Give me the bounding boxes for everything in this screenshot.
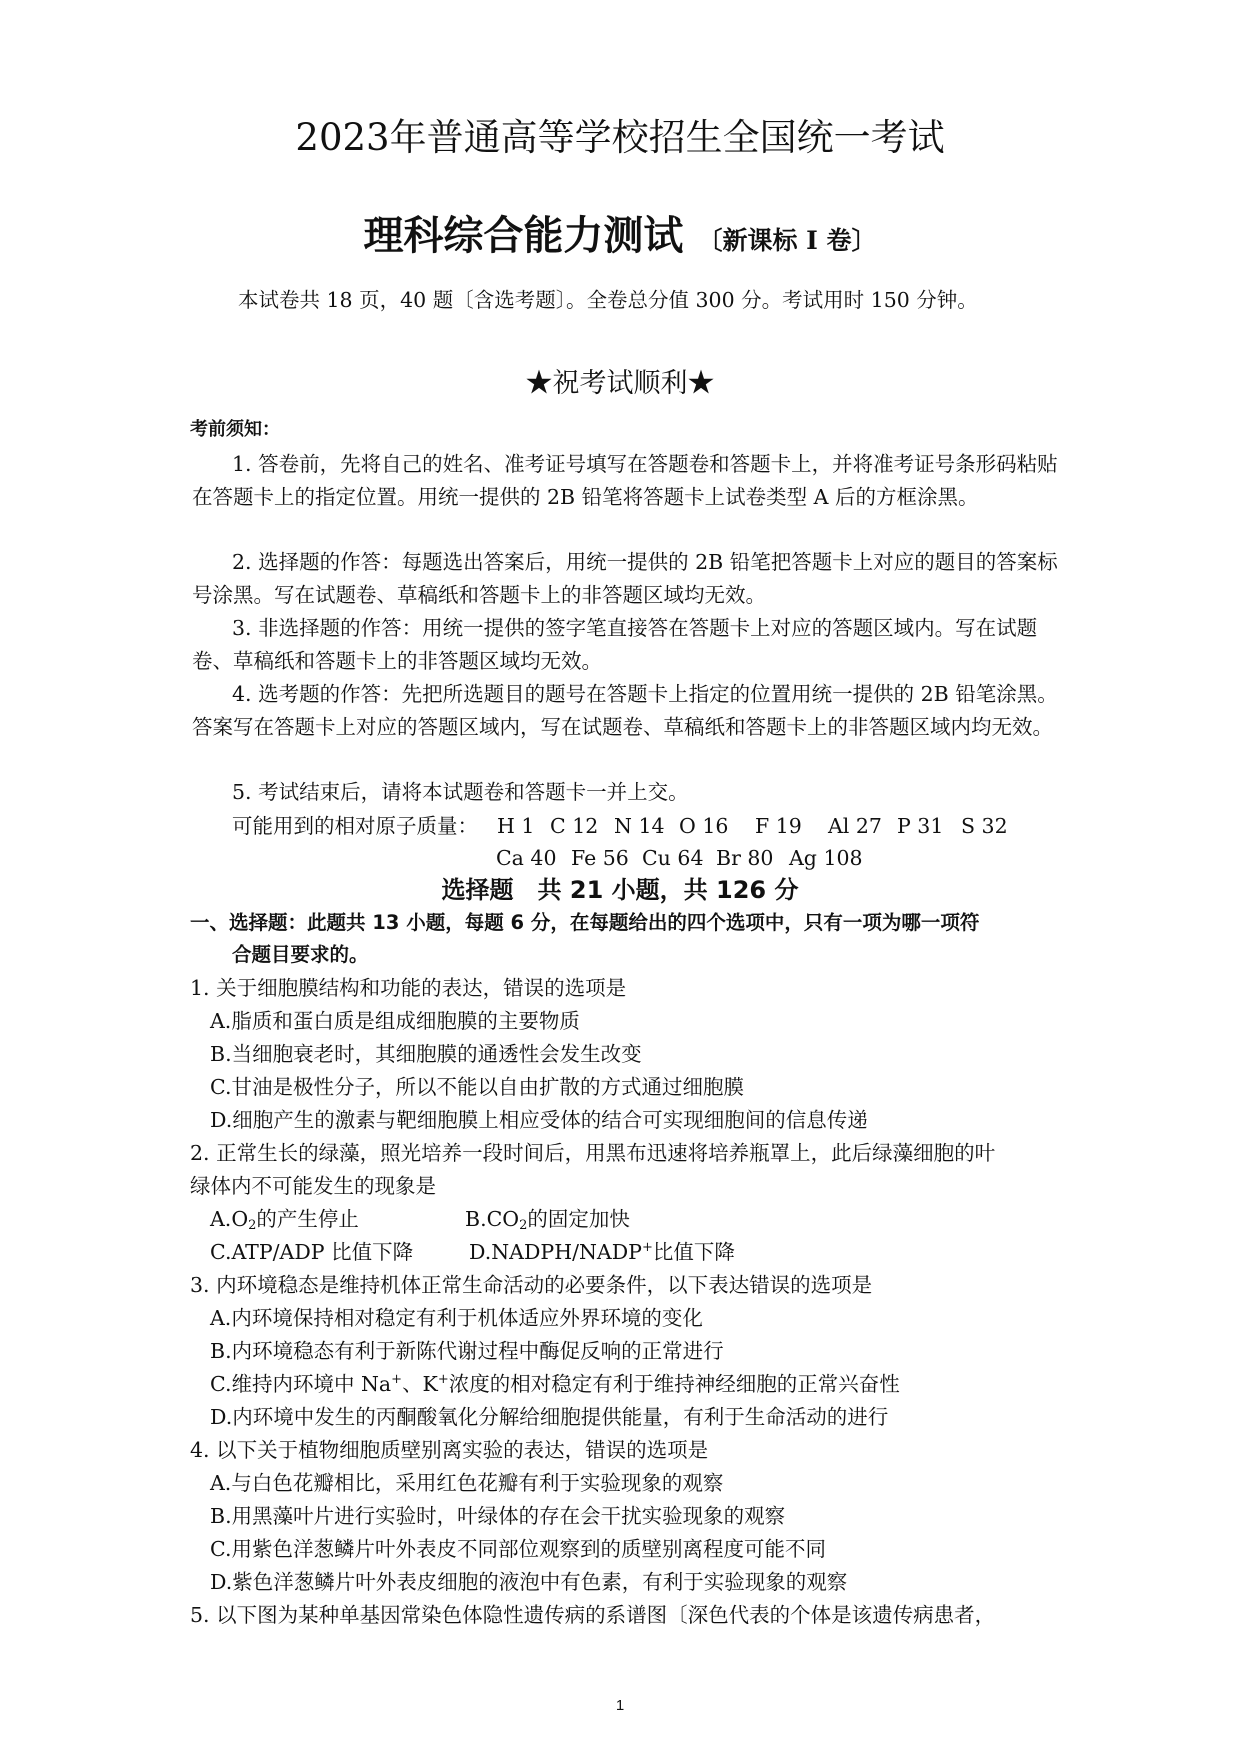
notice-heading: 考前须知： <box>190 419 280 440</box>
atomic-mass-ca: Ca 40 <box>496 846 557 870</box>
exam-intro: 本试卷共 18 页，40 题〔含选考题〕。全卷总分值 300 分。考试用时 150 分钟。 <box>238 288 978 312</box>
atomic-mass-p: P 31 <box>897 814 944 838</box>
question-2-stem-line-2: 绿体内不可能发生的现象是 <box>190 1174 436 1198</box>
section-heading: 选择题 共 21 小题，共 126 分 <box>441 876 799 904</box>
question-5-stem: 5. 以下图为某种单基因常染色体隐性遗传病的系谱图〔深色代表的个体是该遗传病患者， <box>190 1603 996 1627</box>
question-4-stem: 4. 以下关于植物细胞质壁别离实验的表达，错误的选项是 <box>190 1438 709 1462</box>
question-1-option-d: D.细胞产生的激素与靶细胞膜上相应受体的结合可实现细胞间的信息传递 <box>210 1108 868 1132</box>
atomic-mass-f: F 19 <box>755 814 802 838</box>
notice-item-5: 5. 考试结束后，请将本试题卷和答题卡一并上交。 <box>232 780 689 804</box>
blessing: ★祝考试顺利★ <box>525 368 715 399</box>
question-3-option-a: A.内环境保持相对稳定有利于机体适应外界环境的变化 <box>210 1306 703 1330</box>
question-3-option-d: D.内环境中发生的丙酮酸氧化分解给细胞提供能量，有利于生命活动的进行 <box>210 1405 889 1429</box>
atomic-mass-cu: Cu 64 <box>642 846 704 870</box>
question-4-option-d: D.紫色洋葱鳞片叶外表皮细胞的液泡中有色素，有利于实验现象的观察 <box>210 1570 848 1594</box>
question-2-option-c: C.ATP/ADP 比值下降 <box>210 1240 414 1264</box>
notice-item-4: 4. 选考题的作答：先把所选题目的题号在答题卡上指定的位置用统一提供的 2B 铅笔涂黑。答案写在答题卡上对应的答题区域内，写在试题卷、草稿纸和答题卡上的非答题区域内均无效。 <box>192 682 1058 739</box>
atomic-mass-al: Al 27 <box>828 814 882 838</box>
question-2-stem-line-1: 2. 正常生长的绿藻，照光培养一段时间后，用黑布迅速将培养瓶罩上，此后绿藻细胞的叶 <box>190 1141 996 1165</box>
question-3-option-c: C.维持内环境中 Na+、K+浓度的相对稳定有利于维持神经细胞的正常兴奋性 <box>210 1372 900 1396</box>
question-4-option-c: C.用紫色洋葱鳞片叶外表皮不同部位观察到的质壁别离程度可能不同 <box>210 1537 826 1561</box>
atomic-mass-fe: Fe 56 <box>571 846 629 870</box>
notice-item-3: 3. 非选择题的作答：用统一提供的签字笔直接答在答题卡上对应的答题区域内。写在试题卷、草稿纸和答题卡上的非答题区域均无效。 <box>192 616 1038 673</box>
atomic-mass-ag: Ag 108 <box>789 846 863 870</box>
exam-title: 2023年普通高等学校招生全国统一考试 <box>295 116 945 159</box>
atomic-mass-label: 可能用到的相对原子质量： <box>232 814 478 838</box>
atomic-mass-h: H 1 <box>497 814 535 838</box>
question-1-stem: 1. 关于细胞膜结构和功能的表达，错误的选项是 <box>190 976 627 1000</box>
question-2-option-a: $A.O_2$的产生停止 <box>210 1207 359 1233</box>
part-instruction-line-1: 一、选择题：此题共 13 小题，每题 6 分，在每题给出的四个选项中，只有一项为哪一项符 <box>190 911 980 934</box>
question-2-option-d: D.NADPH/NADP+比值下降 <box>469 1240 735 1264</box>
volume-label: 〔新课标 I 卷〕 <box>697 226 877 255</box>
notice-item-1: 1. 答卷前，先将自己的姓名、准考证号填写在答题卷和答题卡上，并将准考证号条形码粘贴在答题卡上的指定位置。用统一提供的 2B 铅笔将答题卡上试卷类型 A 后的方框涂黑。 <box>192 452 1058 509</box>
question-1-option-c: C.甘油是极性分子，所以不能以自由扩散的方式通过细胞膜 <box>210 1075 744 1099</box>
atomic-mass-c: C 12 <box>550 814 599 838</box>
atomic-mass-n: N 14 <box>614 814 665 838</box>
atomic-mass-o: O 16 <box>679 814 729 838</box>
page-number: 1 <box>615 1697 625 1714</box>
question-4-option-b: B.用黑藻叶片进行实验时，叶绿体的存在会干扰实验现象的观察 <box>210 1504 786 1528</box>
subject-name: 理科综合能力测试 <box>363 213 684 259</box>
question-2-option-b: $B.CO_2$的固定加快 <box>465 1207 630 1233</box>
question-4-option-a: A.与白色花瓣相比，采用红色花瓣有利于实验现象的观察 <box>210 1471 724 1495</box>
exam-subtitle <box>0 208 1240 269</box>
question-3-option-b: B.内环境稳态有利于新陈代谢过程中酶促反响的正常进行 <box>210 1339 724 1363</box>
atomic-mass-br: Br 80 <box>716 846 774 870</box>
part-instruction-line-2: 合题目要求的。 <box>232 943 369 966</box>
notice-item-2: 2. 选择题的作答：每题选出答案后，用统一提供的 2B 铅笔把答题卡上对应的题目的答案标号涂黑。写在试题卷、草稿纸和答题卡上的非答题区域均无效。 <box>192 550 1058 607</box>
atomic-mass-s: S 32 <box>961 814 1008 838</box>
question-1-option-a: A.脂质和蛋白质是组成细胞膜的主要物质 <box>210 1009 580 1033</box>
question-1-option-b: B.当细胞衰老时，其细胞膜的通透性会发生改变 <box>210 1042 642 1066</box>
question-3-stem: 3. 内环境稳态是维持机体正常生命活动的必要条件，以下表达错误的选项是 <box>190 1273 873 1297</box>
